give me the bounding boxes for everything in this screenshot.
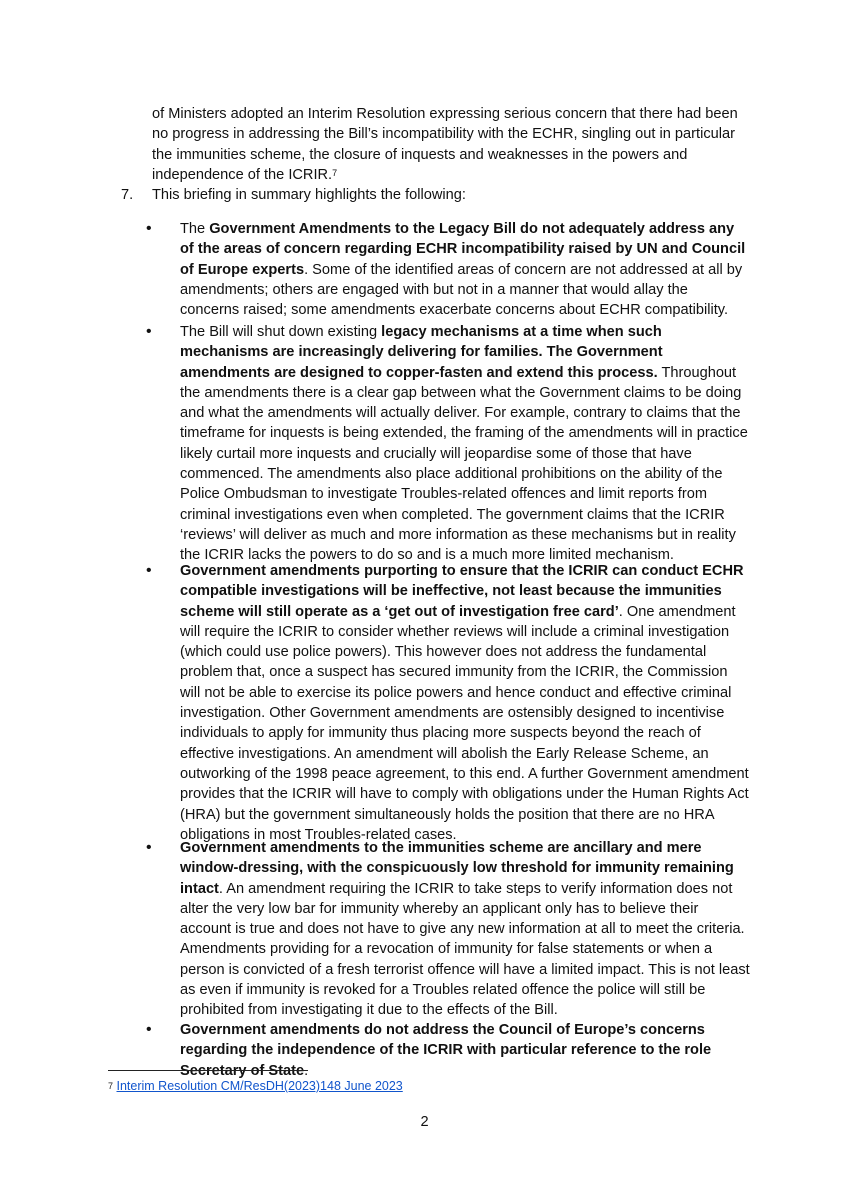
- bullet-marker: •: [146, 1021, 152, 1038]
- item-lead-text: This briefing in summary highlights the following:: [152, 187, 466, 203]
- footnote-number: 7: [108, 1081, 114, 1091]
- footnote-ref[interactable]: 7: [332, 167, 338, 178]
- page-number: 2: [420, 1114, 429, 1130]
- bullet-marker: •: [146, 220, 152, 237]
- bullet-text: The Government Amendments to the Legacy Bill do not adequately address any of the areas of concern regarding ECHR incompatibility raised by UN and Council of Europe experts. Some of the identified areas of concern are not addressed at all by amendments; others are engaged with but not in a manner that would allay the concerns raised; some amendments exacerbate concerns about ECHR compatibility.: [180, 221, 746, 319]
- footnote: [108, 1078, 403, 1094]
- bullet-text: Government amendments purporting to ensure that the ICRIR can conduct ECHR compatible investigations will be ineffective, not least because the immunities scheme will still operate as a ‘get out of investigation free card’. One amendment will require the ICRIR to consider whether reviews will include a criminal investigation (which could use police powers). This however does not address the fundamental problem that, once a suspect has secured immunity from the ICRIR, the Commission will not be able to exercise its police powers and hence conduct and effective criminal investigation. Other Government amendments are ostensibly designed to incentivise individuals to apply for immunity thus placing more suspects beyond the reach of effective investigations. An amendment will abolish the Early Release Scheme, an outworking of the 1998 peace agreement, to this end. A further Government amendment provides that the ICRIR will have to comply with obligations under the Human Rights Act (HRA) but the government simultaneously holds the position that there are no HRA obligations in most Troubles-related cases.: [180, 563, 749, 843]
- bullet-text: The Bill will shut down existing legacy mechanisms at a time when such mechanisms are increasingly delivering for families. The Government amendments are designed to copper-fasten and extend this process. Throughout the amendments there is a clear gap between what the Government claims to be doing and what the amendments will actually deliver. For example, contrary to claims that the timeframe for inquests is being extended, the framing of the amendments will in practice likely curtail more inquests and crucially will jeopardise some of those that have commenced. The amendments also place additional prohibitions on the ability of the Police Ombudsman to investigate Troubles-related offences and limit reports from criminal investigations even when completed. The government claims that the ICRIR ‘reviews’ will deliver as much and more information as these mechanisms but in reality the ICRIR lacks the powers to do so and is a much more limited mechanism.: [180, 324, 748, 564]
- bullet-text: Government amendments to the immunities scheme are ancillary and mere window-dressing, with the conspicuously low threshold for immunity remaining intact. An amendment requiring the ICRIR to take steps to verify information does not alter the very low bar for immunity whereby an applicant only has to believe their account is true and does not have to give any new information at all to meet the criteria. Amendments providing for a revocation of immunity for false statements or when a person is convicted of a fresh terrorist offence will have a limited impact. This is not least as even if immunity is revoked for a Troubles related offence the police will still be prohibited from investigating it due to the effects of the Bill.: [180, 840, 750, 1019]
- bullet-text: Government amendments do not address the Council of Europe’s concerns regarding the independence of the ICRIR with particular reference to the role Secretary of State.: [180, 1022, 712, 1079]
- bullet-marker: •: [146, 323, 152, 340]
- item-number: 7.: [121, 187, 134, 203]
- footnote-divider: [108, 1070, 308, 1071]
- footnote-link[interactable]: Interim Resolution CM/ResDH(2023)148 June 2023: [116, 1079, 403, 1093]
- bullet-marker: •: [146, 562, 152, 579]
- intro-text: of Ministers adopted an Interim Resolution expressing serious concern that there had been no progress in addressing the Bill’s incompatibility with the ECHR, singling out in particular the immunities scheme, the closure of inquests and weaknesses in the powers and independence of the ICRIR.: [152, 106, 738, 183]
- bullet-marker: •: [146, 839, 152, 856]
- intro-paragraph: [152, 104, 752, 185]
